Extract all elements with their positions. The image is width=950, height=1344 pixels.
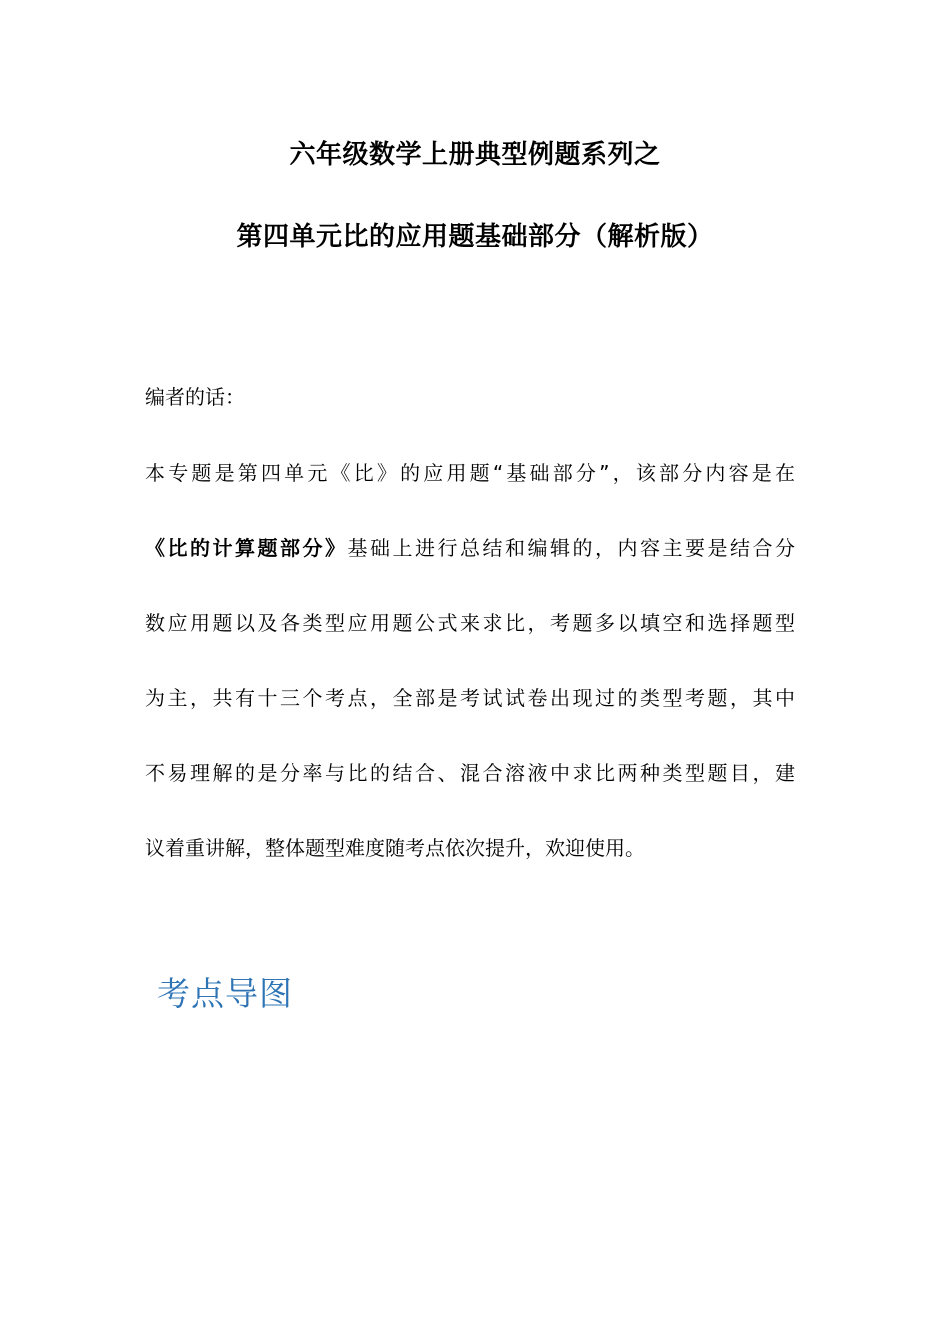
paragraph-line-2-rest: 基础上进行总结和编辑的，内容主要是结合分	[347, 536, 795, 560]
paragraph-line-3: 数应用题以及各类型应用题公式来求比，考题多以填空和选择题型	[145, 611, 795, 635]
paragraph-line-2	[145, 532, 795, 561]
document-title-line-2: 第四单元比的应用题基础部分（解析版）	[236, 222, 714, 252]
paragraph-line-5: 不易理解的是分率与比的结合、混合溶液中求比两种类型题目，建	[145, 761, 795, 785]
section-heading-mind-map: 考点导图	[157, 974, 293, 1013]
bold-reference-title: 《比的计算题部分》	[145, 536, 348, 560]
document-title-line-1: 六年级数学上册典型例题系列之	[289, 140, 661, 170]
paragraph-line-6: 议着重讲解，整体题型难度随考点依次提升，欢迎使用。	[145, 836, 645, 860]
editor-note-label: 编者的话：	[145, 385, 245, 409]
paragraph-line-1: 本专题是第四单元《比》的应用题“基础部分”，该部分内容是在	[145, 461, 795, 485]
paragraph-line-4: 为主，共有十三个考点，全部是考试试卷出现过的类型考题，其中	[145, 686, 795, 710]
